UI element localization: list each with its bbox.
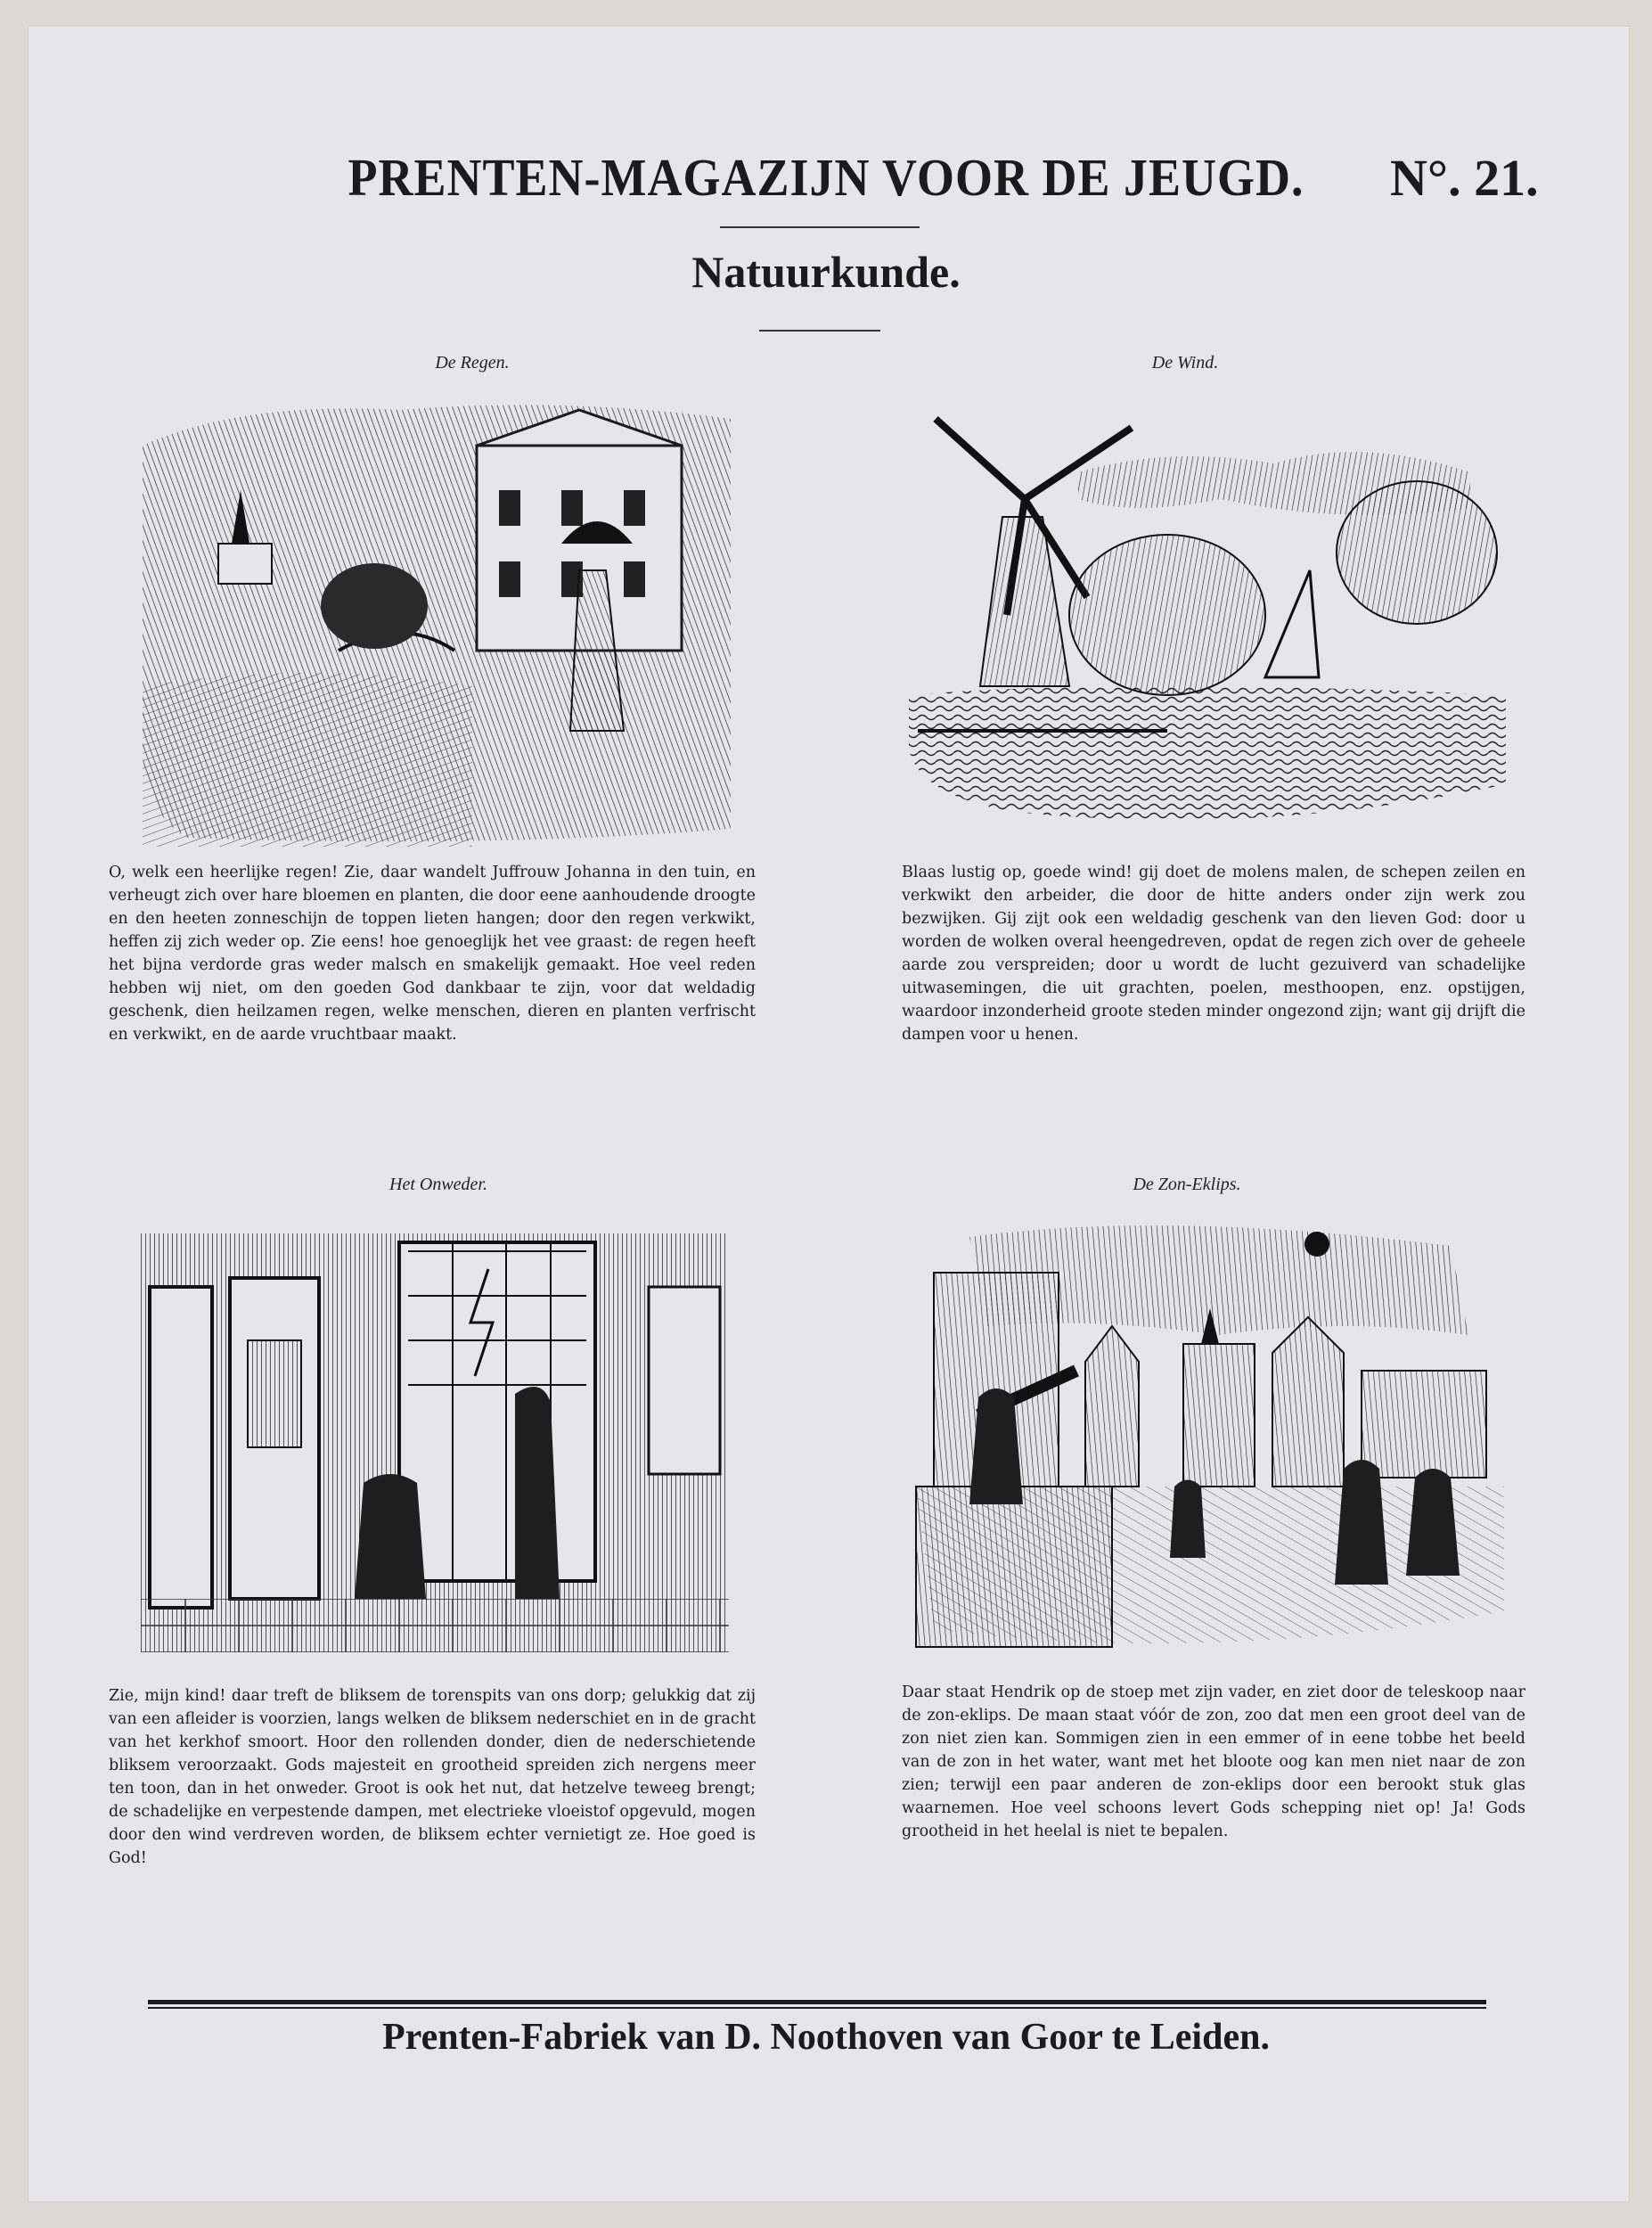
panel-caption-rain: De Regen. bbox=[435, 353, 510, 373]
panel-text-eclipse: Daar staat Hendrik op de stoep met zijn vader, en ziet door de teleskoop naar de zon-eklips. De maan staat vóór de zon, zoo dat men een groot deel van de zon niet zien kan. Sommigen zien in een emmer of in eene tobbe het beeld van de zon in het water, want met het bloote oog kan men niet naar de zon zien; terwijl een paar anderen de zon-eklips door een berookt stuk glas waarnemen. Hoe veel schoons levert Gods schepping niet op! Ja! Gods grootheid in het heelal is niet te bepalen. bbox=[902, 1683, 1525, 1840]
sheet-title: PRENTEN-MAGAZIJN VOOR DE JEUGD. bbox=[348, 148, 1304, 207]
thunderstorm-interior-engraving bbox=[132, 1225, 738, 1661]
panel-text-wind: Blaas lustig op, goede wind! gij doet de molens malen, de schepen zeilen en verkwikt den arbeider, die door de hitte anders onder zijn werk zou bezwijken. Gij zijt ook een weldadig geschenk van den lieven God: door u worden de wolken overal heengedreven, opdat de regen zich over de geheele aarde zou verspreiden; door u wordt de lucht gezuiverd van schadelijke uitwasemingen, die uit grachten, poelen, mesthoopen, enz. opstijgen, waardoor inzonderheid groote steden minder ongezond zijn; want gij drijft die dampen voor u henen. bbox=[902, 864, 1525, 1044]
windmill-scene-engraving bbox=[900, 392, 1515, 838]
publisher-imprint: Prenten-Fabriek van D. Noothoven van Goor te Leiden. bbox=[382, 2017, 1270, 2058]
rain-scene-engraving bbox=[134, 392, 740, 848]
panel-caption-thunderstorm: Het Onweder. bbox=[389, 1175, 487, 1194]
panel-text-thunderstorm: Zie, mijn kind! daar treft de bliksem de torenspits van ons dorp; gelukkig dat zij van een afleider is voorzien, langs welken de bliksem nederschiet en in de gracht van het kerkhof smoort. Hoor den rollenden donder, dien de nederschietende bliksem veroorzaakt. Gods majesteit en grootheid spreiden zich nergens meer ten toon, dan in het onweder. Groot is ook het nut, dat hetzelve teweeg brengt; de schadelijke en verpestende dampen, met electrieke vloeistof opgevuld, mogen door den wind verdreven worden, de bliksem echter vernietigt ze. Hoe goed is God! bbox=[109, 1687, 756, 1867]
footer-rule-thin bbox=[148, 2007, 1486, 2009]
panel-caption-eclipse: De Zon-Eklips. bbox=[1133, 1175, 1241, 1194]
issue-number: N°. 21. bbox=[1390, 149, 1539, 207]
footer-rule-thick bbox=[148, 2000, 1486, 2004]
panel-caption-wind: De Wind. bbox=[1151, 353, 1219, 373]
subject-heading: Natuurkunde. bbox=[691, 247, 961, 297]
panel-text-rain: O, welk een heerlijke regen! Zie, daar wandelt Juffrouw Johanna in den tuin, en verheugt zich over hare bloemen en planten, die door eene aanhoudende droogte en den heeten zonneschijn de toppen lieten hangen; door den regen verkwikt, heffen zij zich weder op. Zie eens! hoe genoeglijk het vee graast: de regen heeft het bijna verdorde gras weder malsch en smakelijk gemaakt. Hoe veel reden hebben wij niet, om den goeden God dankbaar te zijn, voor dat weldadig geschenk, dien heilzamen regen, welke menschen, dieren en planten verfrischt en verkwikt, en de aarde vruchtbaar maakt. bbox=[109, 864, 756, 1044]
subject-divider bbox=[759, 330, 880, 332]
printed-sheet bbox=[29, 27, 1629, 2201]
solar-eclipse-town-engraving bbox=[898, 1219, 1513, 1665]
title-divider bbox=[720, 226, 920, 228]
